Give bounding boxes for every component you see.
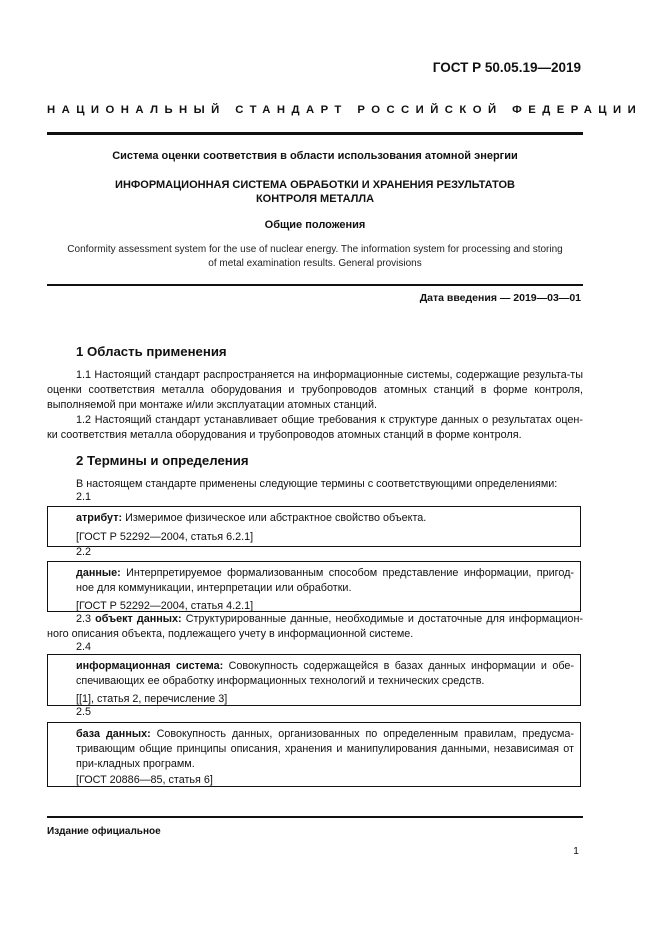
national-standard-heading: НАЦИОНАЛЬНЫЙ СТАНДАРТ РОССИЙСКОЙ ФЕДЕРАЦИИ	[47, 104, 643, 116]
title-line-2: КОНТРОЛЯ МЕТАЛЛА	[255, 193, 375, 205]
official-edition-label: Издание официальное	[47, 826, 161, 837]
term-2-2-definition: Интерпретируемое формализованным способом представление информации, пригод-ное для коммуникации, интерпретации или обработки.	[76, 567, 575, 594]
term-2-3-term: объект данных:	[95, 613, 182, 625]
term-2-2-reference: [ГОСТ Р 52292—2004, статья 4.2.1]	[76, 600, 254, 612]
system-name: Система оценки соответствия в области использования атомной энергии	[112, 150, 518, 162]
term-2-1-term: атрибут:	[76, 512, 123, 524]
term-2-2-box	[47, 561, 581, 612]
section-1-heading: 1 Область применения	[76, 344, 227, 359]
term-2-2-number: 2.2	[76, 546, 92, 558]
term-2-3-definition: Структурированные данные, необходимые и достаточные для информацион-ного описания объекта, подлежащего учету в информационной системе.	[47, 613, 583, 640]
paragraph-1-2: 1.2 Настоящий стандарт устанавливает общие требования к структуре данных о результатах оцен-ки соответствия металла оборудования и трубопроводов атомных станций в форме контроля.	[47, 414, 583, 441]
english-title-line-2: of metal examination results. General provisions	[208, 257, 422, 269]
section-1-body	[47, 368, 583, 443]
section-2-intro	[47, 477, 583, 492]
term-2-2-term: данные:	[76, 567, 121, 579]
terms-intro: В настоящем стандарте применены следующие термины с соответствующими определениями:	[76, 478, 558, 490]
term-2-4-number: 2.4	[76, 641, 92, 653]
english-title	[47, 243, 583, 270]
standard-code: ГОСТ Р 50.05.19—2019	[432, 60, 581, 75]
header-rule	[47, 132, 583, 135]
term-2-4-reference: [[1], статья 2, перечисление 3]	[76, 693, 228, 705]
paragraph-1-1: 1.1 Настоящий стандарт распространяется на информационные системы, содержащие результа-ты оценки соответствия металла оборудования и трубопроводов атомных станций в форме контроля, выполняемой при монтаже и/или эксплуатации атомных станций.	[47, 369, 583, 411]
section-2-heading: 2 Термины и определения	[76, 453, 249, 468]
term-2-5-reference: [ГОСТ 20886—85, статья 6]	[76, 774, 213, 786]
term-2-4-definition: Совокупность содержащейся в базах данных информации и обе-спечивающих ее обработку информационных технологий и технических средств.	[76, 660, 574, 687]
term-2-4-term: информационная система:	[76, 660, 224, 672]
page-number: 1	[573, 845, 579, 857]
footer-rule	[47, 816, 583, 818]
english-title-line-1: Conformity assessment system for the use of nuclear energy. The information system for processing and storing	[67, 244, 563, 255]
term-2-1-reference: [ГОСТ Р 52292—2004, статья 6.2.1]	[76, 531, 254, 543]
term-2-1-box	[47, 506, 581, 547]
term-2-5-definition: Совокупность данных, организованных по определенным правилам, предусма-тривающим общие принципы описания, хранения и манипулирования данными, независимая от при-кладных программ.	[76, 728, 574, 770]
term-2-5-number: 2.5	[76, 706, 92, 718]
term-2-4-box	[47, 654, 581, 706]
term-2-3-number: 2.3	[76, 613, 92, 625]
document-title	[47, 178, 583, 206]
document-subtitle: Общие положения	[264, 219, 366, 231]
title-rule	[47, 284, 583, 286]
term-2-5-term: база данных:	[76, 728, 151, 740]
introduction-date: Дата введения — 2019—03—01	[419, 292, 581, 304]
term-2-3	[47, 612, 583, 642]
term-2-1-definition: Измеримое физическое или абстрактное свойство объекта.	[125, 512, 427, 524]
term-2-5-box	[47, 722, 581, 787]
term-2-1-number: 2.1	[76, 491, 92, 503]
title-line-1: ИНФОРМАЦИОННАЯ СИСТЕМА ОБРАБОТКИ И ХРАНЕНИЯ РЕЗУЛЬТАТОВ	[115, 179, 515, 191]
